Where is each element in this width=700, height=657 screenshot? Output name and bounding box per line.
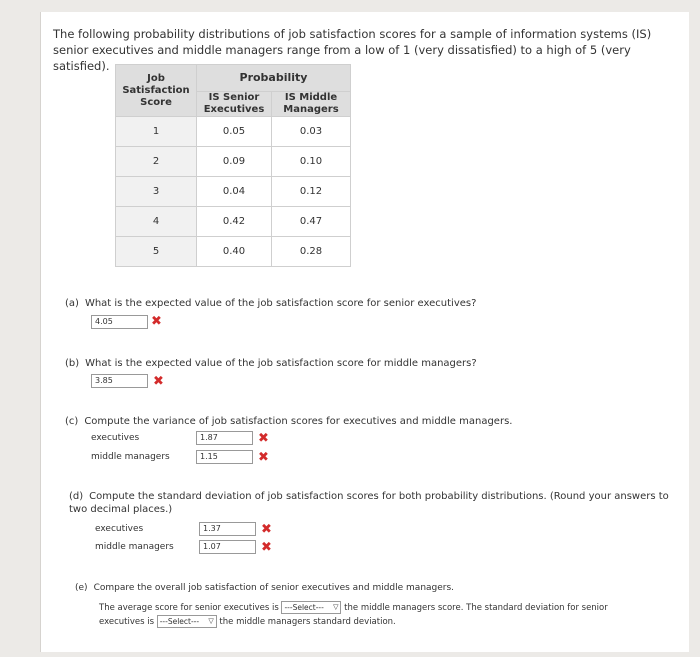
chevron-down-icon: ▽ (208, 617, 214, 625)
chevron-down-icon: ▽ (333, 603, 339, 611)
table-row (116, 147, 351, 177)
question-c-label: (c) (65, 416, 79, 427)
score-cell: 1 (116, 117, 197, 147)
question-b-text: What is the expected value of the job satisfaction score for middle managers? (85, 358, 477, 369)
question-b (65, 358, 477, 369)
answer-a-input[interactable]: 4.05 (91, 315, 148, 329)
question-c-text: Compute the variance of job satisfaction scores for executives and middle managers. (84, 416, 513, 427)
stddev-exec-input[interactable]: 1.37 (199, 522, 256, 536)
question-e-label: (e) (75, 583, 88, 593)
exec-cell: 0.09 (197, 147, 272, 177)
score-cell: 2 (116, 147, 197, 177)
exec-cell: 0.05 (197, 117, 272, 147)
answer-b-input[interactable]: 3.85 (91, 374, 148, 388)
question-e (75, 583, 454, 593)
problem-intro: The following probability distributions of job satisfaction scores for a sample of information systems (IS) senior executives and middle managers range from a low of 1 (very dissatisfied) to a high of 5 (very satisfied). (53, 27, 652, 73)
question-b-label: (b) (65, 358, 80, 369)
table-row (116, 237, 351, 267)
question-c (65, 416, 512, 427)
incorrect-icon: ✖ (261, 522, 272, 537)
table-row (116, 207, 351, 237)
score-cell: 5 (116, 237, 197, 267)
incorrect-icon: ✖ (153, 374, 164, 389)
question-e-text: Compare the overall job satisfaction of senior executives and middle managers. (93, 583, 455, 593)
executives-label: executives (91, 433, 140, 443)
mgr-cell: 0.28 (272, 237, 351, 267)
select-value: ---Select--- (284, 603, 324, 612)
header-probability: Probability (197, 65, 351, 92)
question-d-text: Compute the standard deviation of job satisfaction scores for both probability distributions. (Round your answers to two decimal places.) (69, 491, 669, 515)
score-cell: 3 (116, 177, 197, 207)
incorrect-icon: ✖ (151, 314, 162, 329)
mgr-cell: 0.47 (272, 207, 351, 237)
question-d-label: (d) (69, 491, 84, 502)
incorrect-icon: ✖ (258, 431, 269, 446)
header-score: Job Satisfaction Score (116, 65, 197, 117)
header-exec: IS Senior Executives (197, 92, 272, 117)
mgr-cell: 0.12 (272, 177, 351, 207)
compare-sentence (99, 601, 669, 629)
mgr-cell: 0.03 (272, 117, 351, 147)
question-page (40, 12, 689, 652)
select-value: ---Select--- (159, 617, 200, 626)
exec-cell: 0.40 (197, 237, 272, 267)
probability-table (115, 64, 351, 267)
exec-cell: 0.42 (197, 207, 272, 237)
question-a-label: (a) (65, 298, 79, 309)
middle-managers-label: middle managers (91, 452, 170, 462)
variance-exec-input[interactable]: 1.87 (196, 431, 253, 445)
score-cell: 4 (116, 207, 197, 237)
average-compare-select[interactable] (281, 601, 341, 614)
question-d (69, 490, 679, 516)
executives-label: executives (95, 524, 144, 534)
incorrect-icon: ✖ (261, 540, 272, 555)
stddev-compare-select[interactable] (157, 615, 217, 628)
table-row (116, 177, 351, 207)
stddev-mgr-input[interactable]: 1.07 (199, 540, 256, 554)
header-mgr: IS Middle Managers (272, 92, 351, 117)
mgr-cell: 0.10 (272, 147, 351, 177)
variance-mgr-input[interactable]: 1.15 (196, 450, 253, 464)
question-a (65, 298, 476, 309)
middle-managers-label: middle managers (95, 542, 174, 552)
exec-cell: 0.04 (197, 177, 272, 207)
sentence-1-start: The average score for senior executives is (99, 603, 279, 613)
sentence-2-end: the middle managers standard deviation. (219, 617, 396, 627)
table-row (116, 117, 351, 147)
question-a-text: What is the expected value of the job satisfaction score for senior executives? (84, 298, 477, 309)
sentence-1-end: the middle managers score. The standard deviation for senior (344, 603, 608, 613)
sentence-2-start: executives is (99, 617, 155, 627)
incorrect-icon: ✖ (258, 450, 269, 465)
